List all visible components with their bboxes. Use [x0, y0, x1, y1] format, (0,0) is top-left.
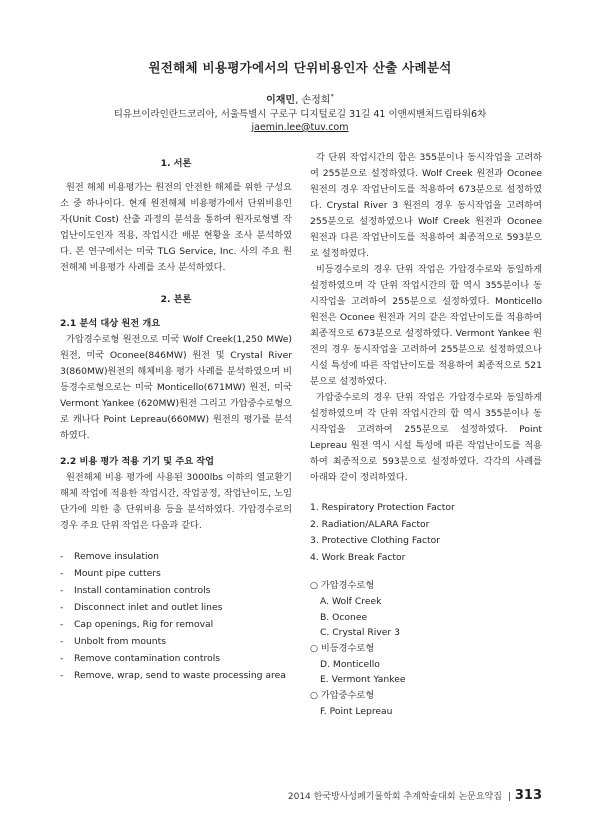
task-item: - Remove, wrap, send to waste processing area [60, 667, 292, 684]
right-column [310, 150, 542, 719]
task-item: - Mount pipe cutters [60, 565, 292, 582]
subsection-2-2-paragraph: 원전해체 비용 평가에 사용된 3000lbs 이하의 열교환기 해체 작업에 적용한 작업시간, 작업공정, 작업난이도, 노임단가에 의한 총 단위비용 등을 분석하였다. 가압경수로의 경우 주요 단위 작업은 다음과 같다. [60, 472, 292, 531]
plant-item: D. Monticello [320, 658, 380, 670]
factor-item: 1. Respiratory Protection Factor [310, 502, 455, 513]
footer-separator: | [507, 792, 511, 802]
author-line [0, 91, 600, 106]
section-heading-body: 2. 본론 [160, 294, 192, 305]
subsection-heading-2-2: 2.2 비용 평가 적용 기기 및 주요 작업 [60, 456, 215, 467]
main-author: 이재민 [266, 95, 296, 106]
task-item: - Install contamination controls [60, 582, 292, 599]
email-line [0, 122, 600, 133]
left-column [60, 150, 292, 684]
corresponding-mark: * [330, 92, 334, 101]
factor-item: 3. Protective Clothing Factor [310, 535, 440, 546]
pwr-summary-paragraph: 각 단위 작업시간의 합은 355분이나 동시작업을 고려하여 255분으로 설정하였다. Wolf Creek 원전과 Oconee 원전의 경우 작업난이도를 적용하여 673분으로 설정하였다. Crystal River 3 원전의 경우 동시작업을 고려하여 255분으로 설정하였으나 Wolf Creek 원전과 Oconee 원전과 다른 작업난이도를 적용하여 최종적으로 593분으로 설정하였다. [310, 152, 542, 259]
group-heading: ○ 가압경수로형 [310, 580, 375, 591]
task-item: - Remove contamination controls [60, 650, 292, 667]
task-item: - Cap openings, Rig for removal [60, 616, 292, 633]
task-item: - Remove insulation [60, 548, 292, 565]
factor-list [310, 500, 542, 566]
plant-item: E. Vermont Yankee [320, 674, 406, 685]
plant-item: A. Wolf Creek [320, 596, 382, 607]
introduction-paragraph: 원전 해체 비용평가는 원전의 안전한 해체를 위한 구성요소 중 하나이다. 현재 원전해체 비용평가에서 단위비용인자(Unit Cost) 산출 과정의 분석을 통하여 원자로형별 작업난이도인자 적용, 작업시간 배분 현황을 조사 분석하였다. 본 연구에서는 미국 TLG Service, Inc. 사의 주요 원전해체 비용평가 사례를 조사 분석하였다. [60, 182, 292, 273]
email-link[interactable]: jaemin.lee@tuv.com [251, 122, 349, 133]
co-authors: , 손정희 [295, 95, 331, 106]
plant-item: C. Crystal River 3 [320, 627, 400, 638]
page-footer [288, 788, 542, 803]
factor-item: 4. Work Break Factor [310, 551, 406, 563]
factor-item: 2. Radiation/ALARA Factor [310, 518, 430, 530]
task-list [60, 548, 292, 684]
group-heading: ○ 가압중수로형 [310, 689, 375, 701]
affiliation: 티유브이라인란드코리아, 서울특별시 구로구 디지털로길 31길 41 이앤씨벤처드림타워6차 [113, 109, 487, 120]
plant-group-pwr [310, 578, 542, 641]
plant-group-bwr [310, 641, 542, 688]
task-item: - Disconnect inlet and outlet lines [60, 599, 292, 616]
plant-item: F. Point Lepreau [320, 705, 393, 717]
plant-item: B. Oconee [320, 611, 368, 623]
section-heading-introduction: 1. 서론 [160, 158, 192, 169]
subsection-heading-2-1: 2.1 분석 대상 원전 개요 [60, 318, 161, 329]
page-number: 313 [514, 788, 542, 803]
plant-group-phwr [310, 688, 542, 720]
subsection-2-1-paragraph: 가압경수로형 원전으로 미국 Wolf Creek(1,250 MWe) 원전, 미국 Oconee(846MW) 원전 및 Crystal River 3(860MW)원전의 해체비용 평가 사례를 분석하였으며 비등경수로형으로는 미국 Monticello(671MW) 원전, 미국 Vermont Yankee (620MW)원전 그리고 가압중수로형으로 캐나다 Point Lepreau(660MW) 원전의 평가를 분석하였다. [60, 334, 292, 441]
proceedings-name: 2014 한국방사성폐기물학회 추계학술대회 논문요약집 [287, 792, 502, 802]
bwr-summary-paragraph: 비등경수로의 경우 단위 작업은 가압경수로와 동일하게 설정하였으며 각 단위 작업시간의 합 역시 355분이나 동시작업을 고려하여 255분으로 설정하였다. Monticello 원전은 Oconee 원전과 거의 같은 작업난이도를 적용하여 최종적으로 673분으로 설정하였다. Vermont Yankee 원전의 경우 동시작업을 고려하여 255분으로 설정하였으나 시설 특성에 따른 작업난이도를 적용하여 최종적으로 521분으로 설정하였다. [310, 264, 542, 387]
phwr-summary-paragraph: 가압중수로의 경우 단위 작업은 가압경수로와 동일하게 설정하였으며 각 단위 작업시간의 합 역시 355분이나 동시작업을 고려하여 255분으로 설정하였다. Point Lepreau 원전 역시 시설 특성에 따른 작업난이도를 적용하여 최종적으로 593분으로 설정하였다. 각각의 사례를 아래와 같이 정리하였다. [310, 392, 542, 483]
paper-title: 원전해체 비용평가에서의 단위비용인자 산출 사례분석 [148, 60, 452, 75]
task-item: - Unbolt from mounts [60, 633, 292, 650]
group-heading: ○ 비등경수로형 [310, 642, 375, 654]
